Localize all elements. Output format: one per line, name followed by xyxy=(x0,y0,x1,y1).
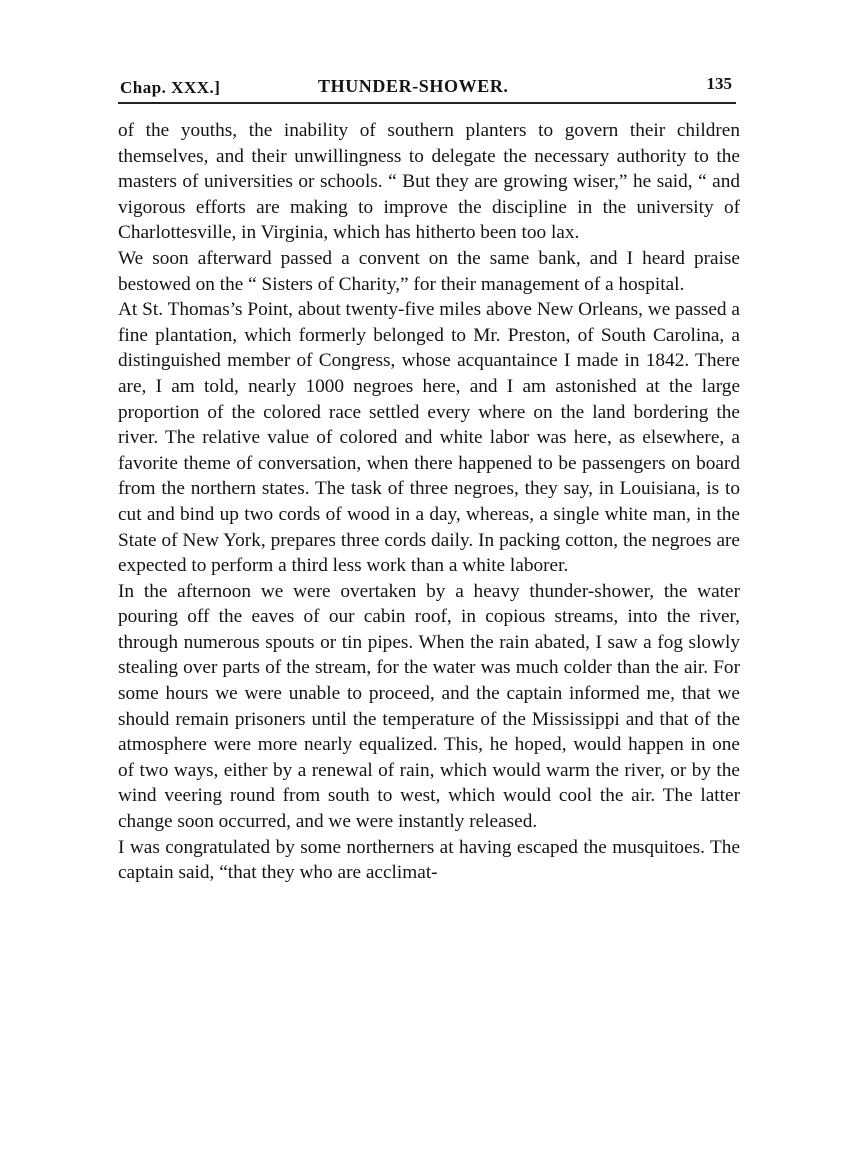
body-text xyxy=(118,118,740,886)
paragraph-continuation: of the youths, the inability of southern planters to govern their children themselves, and their unwillingness to delegate the necessary authority to the masters of universities or schools. “ But they are growing wiser,” he said, “ and vigorous efforts are making to improve the discipline in the university of Charlottesville, in Virginia, which has hitherto been too lax. xyxy=(118,120,740,244)
paragraph-st-thomas-point: At St. Thomas’s Point, about twenty-five miles above New Orleans, we passed a fine plantation, which formerly belonged to Mr. Preston, of South Carolina, a distinguished member of Congress, whose acquantaince I made in 1842. There are, I am told, nearly 1000 negroes here, and I am astonished at the large proportion of the colored race settled every where on the land bordering the river. The relative value of colored and white labor was here, as elsewhere, a favorite theme of conversation, when there happened to be passengers on board from the northern states. The task of three negroes, they say, in Louisiana, is to cut and bind up two cords of wood in a day, whereas, a single white man, in the State of New York, prepares three cords daily. In packing cotton, the negroes are expected to perform a third less work than a white laborer. xyxy=(118,299,740,577)
paragraph-thunder-shower: In the afternoon we were overtaken by a heavy thunder-shower, the water pouring off the eaves of our cabin roof, in copious streams, into the river, through numerous spouts or tin pipes. When the rain abated, I saw a fog slowly stealing over parts of the stream, for the water was much colder than the air. For some hours we were unable to proceed, and the captain informed me, that we should remain prisoners until the temperature of the Mississippi and that of the atmosphere were more nearly equalized. This, he hoped, would happen in one of two ways, either by a renewal of rain, which would warm the river, or by the wind veering round from south to west, which would cool the air. The latter change soon occurred, and we were instantly released. xyxy=(118,580,740,833)
running-head xyxy=(118,70,740,100)
header-rule xyxy=(118,102,736,104)
chapter-marker: Chap. XXX.] xyxy=(120,78,221,97)
paragraph-convent: We soon afterward passed a convent on the same bank, and I heard praise bestowed on the “ Sisters of Charity,” for their management of a hospital. xyxy=(118,247,740,295)
page-title: THUNDER-SHOWER. xyxy=(318,76,509,96)
book-page xyxy=(118,70,740,886)
page-number: 135 xyxy=(706,74,732,93)
paragraph-musquitoes: I was congratulated by some northerners at having escaped the musquitoes. The captain said, “that they who are acclimat- xyxy=(118,836,740,884)
